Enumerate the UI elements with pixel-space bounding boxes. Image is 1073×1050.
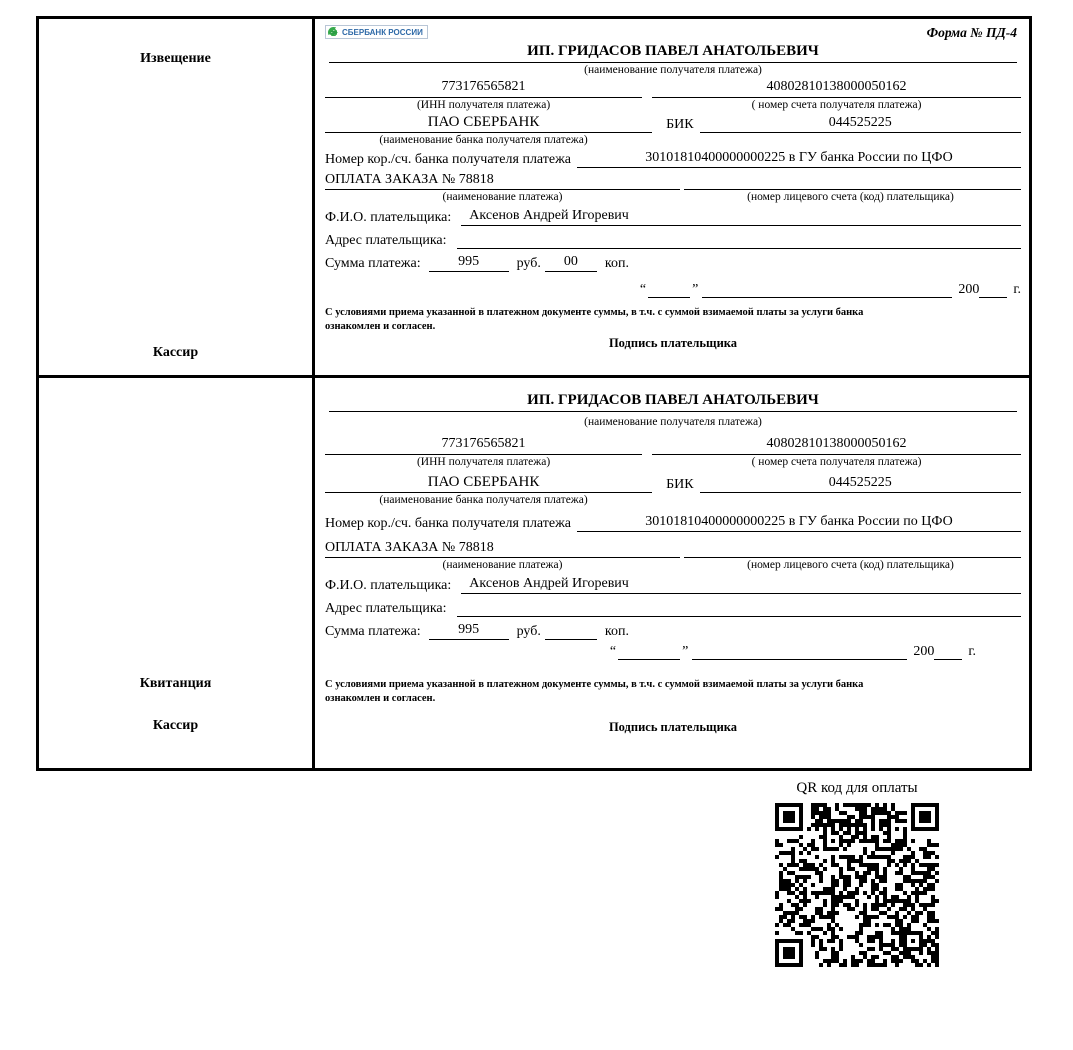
date-day-top: [648, 297, 690, 298]
bik-value-top: 044525225: [700, 115, 1021, 133]
form-number: Форма № ПД-4: [926, 25, 1017, 40]
inn-account-row-top: [325, 79, 1021, 111]
payment-name-row-bottom: [325, 540, 1021, 558]
payer-fio-row-top: [325, 208, 1021, 226]
account-caption-top: ( номер счета получателя платежа): [751, 99, 922, 111]
sum-rub-unit-bottom: руб.: [516, 624, 541, 639]
kor-value-top: 30101810400000000225 в ГУ банка России по ЦФО: [577, 150, 1021, 168]
payer-address-value-bottom: [457, 599, 1021, 617]
payment-form: [36, 16, 1032, 771]
kor-value-bottom: 30101810400000000225 в ГУ банка России по ЦФО: [577, 514, 1021, 532]
recipient-name-bottom: ИП. ГРИДАСОВ ПАВЕЛ АНАТОЛЬЕВИЧ: [329, 392, 1017, 412]
bank-name-bottom: ПАО СБЕРБАНК: [325, 474, 652, 493]
label-kassir-notice: Кассир: [152, 345, 199, 360]
bik-label-bottom: БИК: [666, 477, 694, 492]
sum-row-bottom: [325, 622, 1021, 640]
recipient-caption-bottom: (наименование получателя платежа): [584, 416, 762, 428]
date-quote-close-bottom: ”: [682, 644, 689, 659]
payer-address-row-top: [325, 231, 1021, 249]
date-quote-open-bottom: “: [609, 644, 617, 659]
account-value-top: 40802810138000050162: [652, 79, 1021, 98]
sum-kop-unit-top: коп.: [604, 256, 629, 271]
sum-kop-value-top: 00: [545, 254, 597, 272]
inn-account-row-bottom: [325, 436, 1021, 468]
kor-label-top: Номер кор./сч. банка получателя платежа: [325, 152, 571, 167]
form-half-notice: [39, 19, 1029, 378]
sum-kop-value-bottom: [545, 638, 597, 640]
sberbank-logo-icon: [325, 25, 428, 39]
notice-right-column: [315, 19, 1029, 375]
bank-name-top: ПАО СБЕРБАНК: [325, 114, 652, 133]
label-kvitanciya: Квитанция: [139, 676, 212, 691]
account-caption-bottom: ( номер счета получателя платежа): [751, 456, 922, 468]
date-year-prefix-bottom: 200: [913, 644, 935, 659]
date-year-value-bottom: [934, 659, 962, 660]
personal-account-caption-top: (номер лицевого счета (код) плательщика): [747, 191, 954, 203]
payment-name-caption-top: (наименование платежа): [442, 191, 563, 203]
payer-fio-label-top: Ф.И.О. плательщика:: [325, 210, 452, 225]
bank-bik-row-bottom: [325, 474, 1021, 493]
qr-title: QR код для оплаты: [796, 780, 918, 796]
terms-line1-bottom: С условиями приема указанной в платежном документе суммы, в т.ч. с суммой взимаемой платы за услуги банка: [325, 679, 864, 690]
payer-fio-value-top: Аксенов Андрей Игоревич: [461, 208, 1021, 226]
bank-bik-row-top: [325, 114, 1021, 133]
qr-section: [762, 780, 952, 972]
sum-row-top: [325, 254, 1021, 272]
payer-address-value-top: [457, 231, 1021, 249]
terms-line2-bottom: ознакомлен и согласен.: [325, 693, 436, 705]
payment-name-captions-bottom: [325, 559, 1021, 571]
inn-value-top: 773176565821: [325, 79, 642, 98]
payer-address-label-top: Адрес плательщика:: [325, 233, 447, 248]
inn-cell-top: [325, 79, 652, 111]
payer-fio-row-bottom: [325, 576, 1021, 594]
bik-value-bottom: 044525225: [700, 475, 1021, 493]
date-row-bottom: [325, 644, 1021, 660]
account-value-bottom: 40802810138000050162: [652, 436, 1021, 455]
sum-kop-unit-bottom: коп.: [604, 624, 629, 639]
payer-fio-label-bottom: Ф.И.О. плательщика:: [325, 578, 452, 593]
sum-rub-unit-top: руб.: [516, 256, 541, 271]
payment-name-value-top: ОПЛАТА ЗАКАЗА № 78818: [325, 172, 680, 190]
inn-caption-top: (ИНН получателя платежа): [416, 99, 551, 111]
label-izveshchenie: Извещение: [140, 51, 211, 66]
receipt-right-column: [315, 378, 1029, 768]
date-year-value-top: [979, 297, 1007, 298]
sberbank-mark-icon: [328, 27, 339, 38]
date-month-top: [702, 297, 952, 298]
terms-text-top: [325, 306, 1021, 334]
recipient-caption-top: (наименование получателя платежа): [584, 64, 762, 76]
payer-address-row-bottom: [325, 599, 1021, 617]
payer-address-label-bottom: Адрес плательщика:: [325, 601, 447, 616]
date-day-bottom: [618, 659, 680, 660]
bank-caption-top: (наименование банка получателя платежа): [379, 134, 588, 146]
date-row-top: [325, 282, 1021, 298]
date-year-prefix-top: 200: [958, 282, 980, 297]
personal-account-value-top: [684, 172, 1021, 190]
sum-label-bottom: Сумма платежа:: [325, 624, 421, 639]
bank-caption-bottom: (наименование банка получателя платежа): [379, 494, 588, 506]
label-kassir-receipt: Кассир: [152, 718, 199, 733]
kor-account-row-top: [325, 150, 1021, 168]
inn-cell-bottom: [325, 436, 652, 468]
bik-label-top: БИК: [666, 117, 694, 132]
date-quote-close-top: ”: [692, 282, 699, 297]
inn-caption-bottom: (ИНН получателя платежа): [416, 456, 551, 468]
receipt-left-column: [39, 378, 315, 768]
payer-fio-value-bottom: Аксенов Андрей Игоревич: [461, 576, 1021, 594]
date-year-suffix-top: г.: [1013, 282, 1021, 297]
personal-account-caption-bottom: (номер лицевого счета (код) плательщика): [747, 559, 954, 571]
sum-rub-value-bottom: 995: [429, 622, 509, 640]
notice-left-column: [39, 19, 315, 375]
signature-label-bottom: Подпись плательщика: [608, 720, 738, 735]
terms-line1-top: С условиями приема указанной в платежном документе суммы, в т.ч. с суммой взимаемой платы за услуги банка: [325, 307, 864, 318]
account-cell-bottom: [652, 436, 1021, 468]
terms-line2-top: ознакомлен и согласен.: [325, 321, 436, 333]
date-year-suffix-bottom: г.: [968, 644, 976, 659]
sum-label-top: Сумма платежа:: [325, 256, 421, 271]
personal-account-value-bottom: [684, 540, 1021, 558]
signature-label-top: Подпись плательщика: [608, 336, 738, 351]
payment-name-value-bottom: ОПЛАТА ЗАКАЗА № 78818: [325, 540, 680, 558]
payment-name-captions-top: [325, 191, 1021, 203]
date-quote-open-top: “: [639, 282, 647, 297]
form-half-receipt: [39, 378, 1029, 768]
sberbank-logo-text: СБЕРБАНК РОССИИ: [342, 27, 423, 37]
sum-rub-value-top: 995: [429, 254, 509, 272]
kor-account-row-bottom: [325, 514, 1021, 532]
inn-value-bottom: 773176565821: [325, 436, 642, 455]
qr-code-image: [775, 803, 939, 967]
payment-name-row-top: [325, 172, 1021, 190]
kor-label-bottom: Номер кор./сч. банка получателя платежа: [325, 516, 571, 531]
recipient-name-top: ИП. ГРИДАСОВ ПАВЕЛ АНАТОЛЬЕВИЧ: [329, 43, 1017, 63]
notice-header-row: [325, 25, 1021, 41]
account-cell-top: [652, 79, 1021, 111]
date-month-bottom: [692, 659, 907, 660]
payment-name-caption-bottom: (наименование платежа): [442, 559, 563, 571]
terms-text-bottom: [325, 678, 1021, 706]
